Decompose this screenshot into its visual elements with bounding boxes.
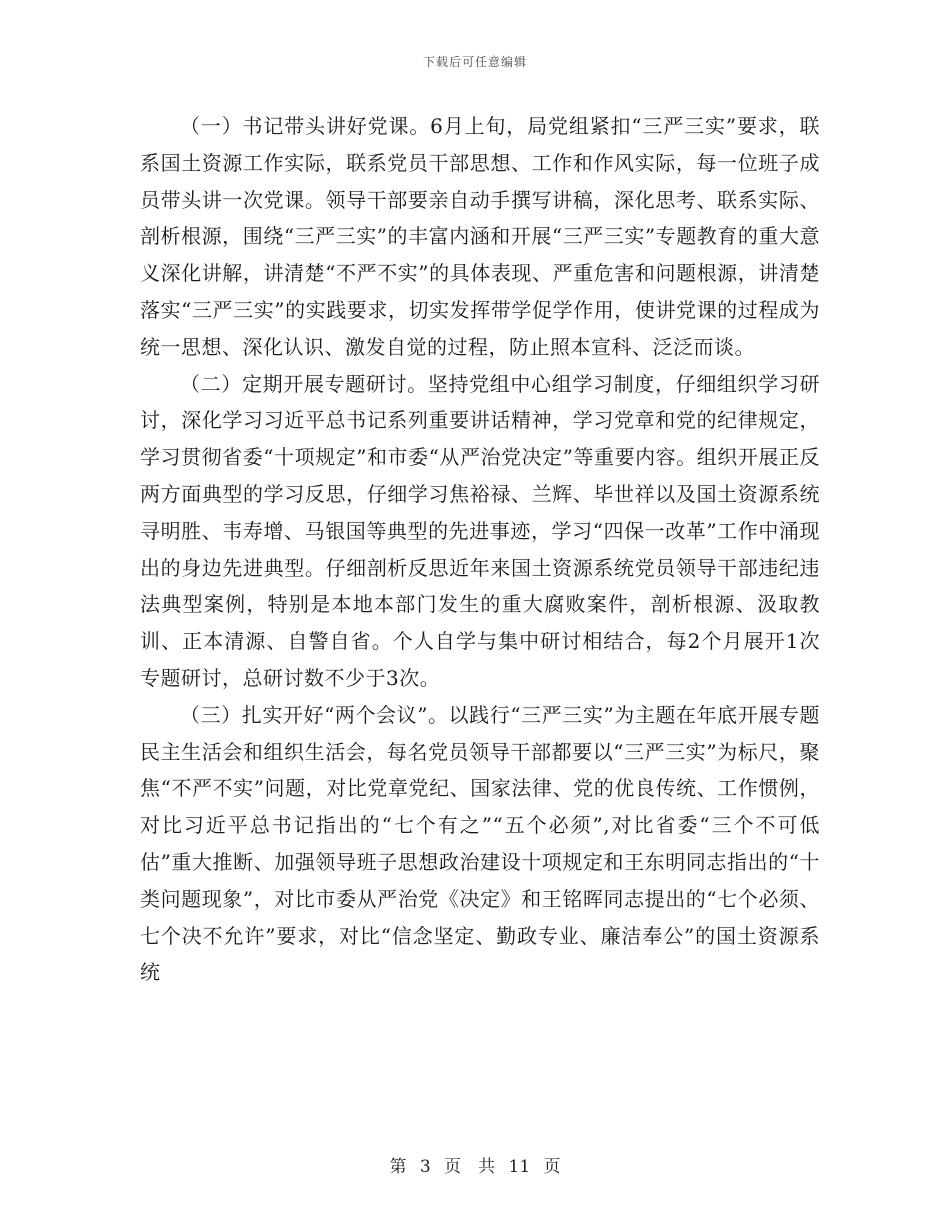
footer-prefix: 第 bbox=[389, 1157, 407, 1177]
paragraph-3: （三）扎实开好“两个会议”。以践行“三严三实”为主题在年底开展专题民主生活会和组织生活会，每名党员领导干部都要以“三严三实”为标尺，聚焦“不严不实”问题，对比党章党纪、国家法律、党的优良传统、工作惯例，对比习近平总书记指出的“七个有之”“五个必须”,对比省委“三个不可低估”重大推断、加强领导班子思想政治建设十项规定和王东明同志指出的“十类问题现象”，对比市委从严治党《决定》和王铭晖同志提出的“七个必须、七个决不允许”要求，对比“信念坚定、勤政专业、廉洁奉公”的国土资源系统 bbox=[140, 702, 820, 985]
footer-total-pages: 11 bbox=[508, 1157, 531, 1177]
document-body bbox=[140, 108, 820, 991]
header-note: 下载后可任意编辑 bbox=[422, 55, 527, 69]
paragraph-2: （二）定期开展专题研讨。坚持党组中心组学习制度，仔细组织学习研讨，深化学习习近平总书记系列重要讲话精神，学习党章和党的纪律规定，学习贯彻省委“十项规定”和市委“从严治党决定”等重要内容。组织开展正反两方面典型的学习反思，仔细学习焦裕禄、兰辉、毕世祥以及国土资源系统寻明胜、韦寿增、马银国等典型的先进事迹，学习“四保一改革”工作中涌现出的身边先进典型。仔细剖析反思近年来国土资源系统党员领导干部违纪违法典型案例，特别是本地本部门发生的重大腐败案件，剖析根源、汲取教训、正本清源、自警自省。个人自学与集中研讨相结合，每2个月展开1次专题研讨，总研讨数不少于3次。 bbox=[140, 371, 820, 690]
footer-suffix: 页 bbox=[543, 1157, 561, 1177]
page-footer bbox=[0, 1152, 950, 1177]
footer-mid: 页 共 bbox=[444, 1157, 496, 1177]
footer-current-page: 3 bbox=[419, 1157, 431, 1177]
paragraph-1: （一）书记带头讲好党课。6月上旬，局党组紧扣“三严三实”要求，联系国土资源工作实际，联系党员干部思想、工作和作风实际，每一位班子成员带头讲一次党课。领导干部要亲自动手撰写讲稿，深化思考、联系实际、剖析根源，围绕“三严三实”的丰富内涵和开展“三严三实”专题教育的重大意义深化讲解，讲清楚“不严不实”的具体表现、严重危害和问题根源，讲清楚落实“三严三实”的实践要求，切实发挥带学促学作用，使讲党课的过程成为统一思想、深化认识、激发自觉的过程，防止照本宣科、泛泛而谈。 bbox=[140, 114, 820, 359]
